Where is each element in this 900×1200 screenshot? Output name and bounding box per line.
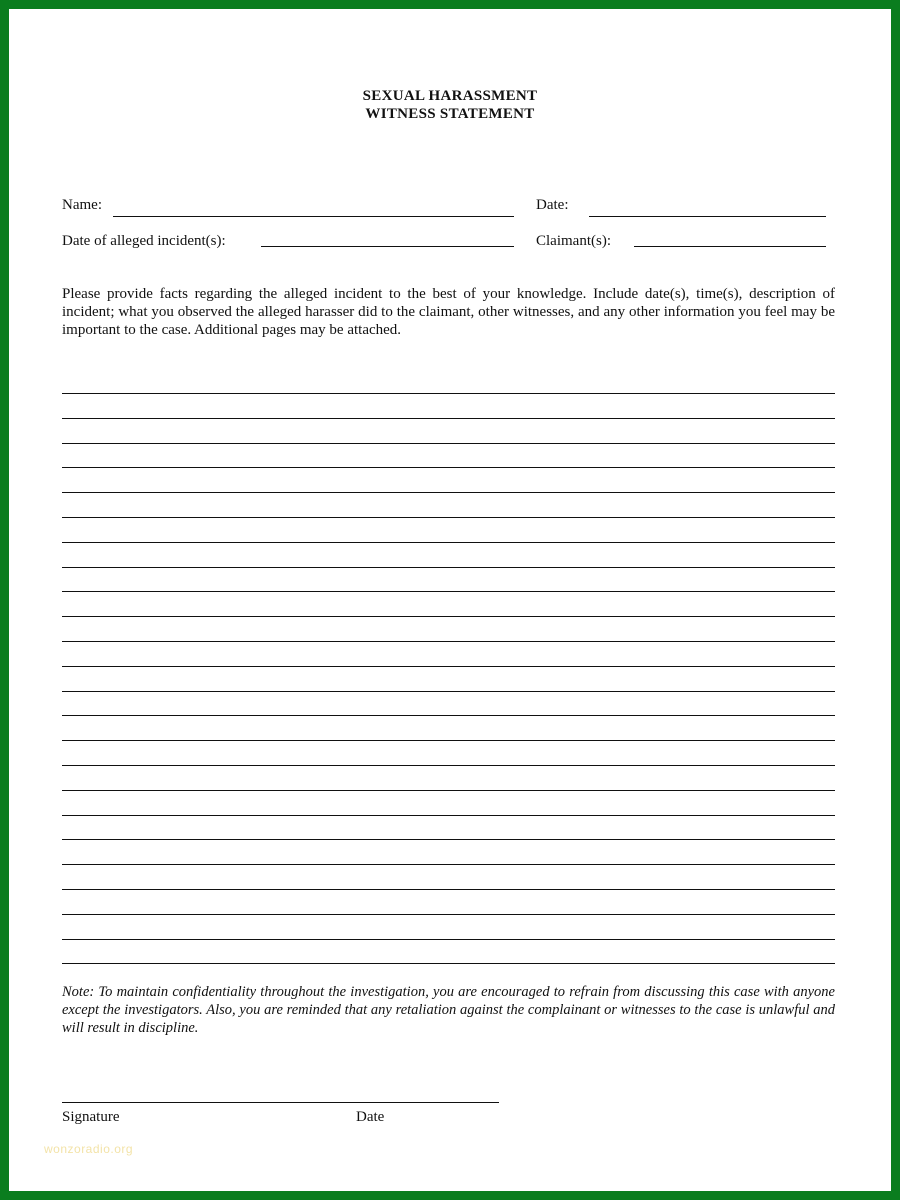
date-label: Date: <box>536 197 569 213</box>
form-title-line-2: WITNESS STATEMENT <box>365 106 535 122</box>
signature-date-label: Date <box>356 1109 385 1125</box>
claimant-field[interactable] <box>634 246 826 247</box>
statement-line[interactable] <box>62 715 835 716</box>
statement-line[interactable] <box>62 790 835 791</box>
statement-line[interactable] <box>62 839 835 840</box>
statement-line[interactable] <box>62 740 835 741</box>
statement-line[interactable] <box>62 889 835 890</box>
statement-line[interactable] <box>62 517 835 518</box>
statement-line[interactable] <box>62 467 835 468</box>
date-field[interactable] <box>589 216 826 217</box>
statement-line[interactable] <box>62 492 835 493</box>
statement-line[interactable] <box>62 641 835 642</box>
statement-line[interactable] <box>62 765 835 766</box>
statement-line[interactable] <box>62 914 835 915</box>
form-title-line-1: SEXUAL HARASSMENT <box>362 88 538 104</box>
watermark-text: wonzoradio.org <box>44 1142 134 1156</box>
statement-line[interactable] <box>62 393 835 394</box>
name-label: Name: <box>62 197 102 213</box>
claimant-label: Claimant(s): <box>536 233 611 249</box>
name-field[interactable] <box>113 216 514 217</box>
statement-line[interactable] <box>62 691 835 692</box>
statement-line[interactable] <box>62 443 835 444</box>
instructions-paragraph: Please provide facts regarding the alleged incident to the best of your knowledge. Include date(s), time(s), description of incident; what you observed the alleged harasser did to the claimant, other witnesses, and any other information you feel may be important to the case. Additional pages may be attached. <box>62 286 835 338</box>
statement-line[interactable] <box>62 567 835 568</box>
statement-line[interactable] <box>62 591 835 592</box>
statement-line[interactable] <box>62 939 835 940</box>
statement-line[interactable] <box>62 616 835 617</box>
confidentiality-note: Note: To maintain confidentiality throughout the investigation, you are encouraged to refrain from discussing this case with anyone except the investigators. Also, you are reminded that any retaliation against the complainant or witnesses to the case is unlawful and will result in discipline. <box>62 984 835 1036</box>
incident-date-field[interactable] <box>261 246 514 247</box>
statement-line[interactable] <box>62 418 835 419</box>
statement-line[interactable] <box>62 963 835 964</box>
incident-date-label: Date of alleged incident(s): <box>62 233 226 249</box>
statement-writing-area[interactable] <box>62 393 835 973</box>
statement-line[interactable] <box>62 864 835 865</box>
signature-line[interactable] <box>62 1102 499 1103</box>
statement-line[interactable] <box>62 542 835 543</box>
signature-label: Signature <box>62 1109 120 1125</box>
statement-line[interactable] <box>62 815 835 816</box>
statement-line[interactable] <box>62 666 835 667</box>
